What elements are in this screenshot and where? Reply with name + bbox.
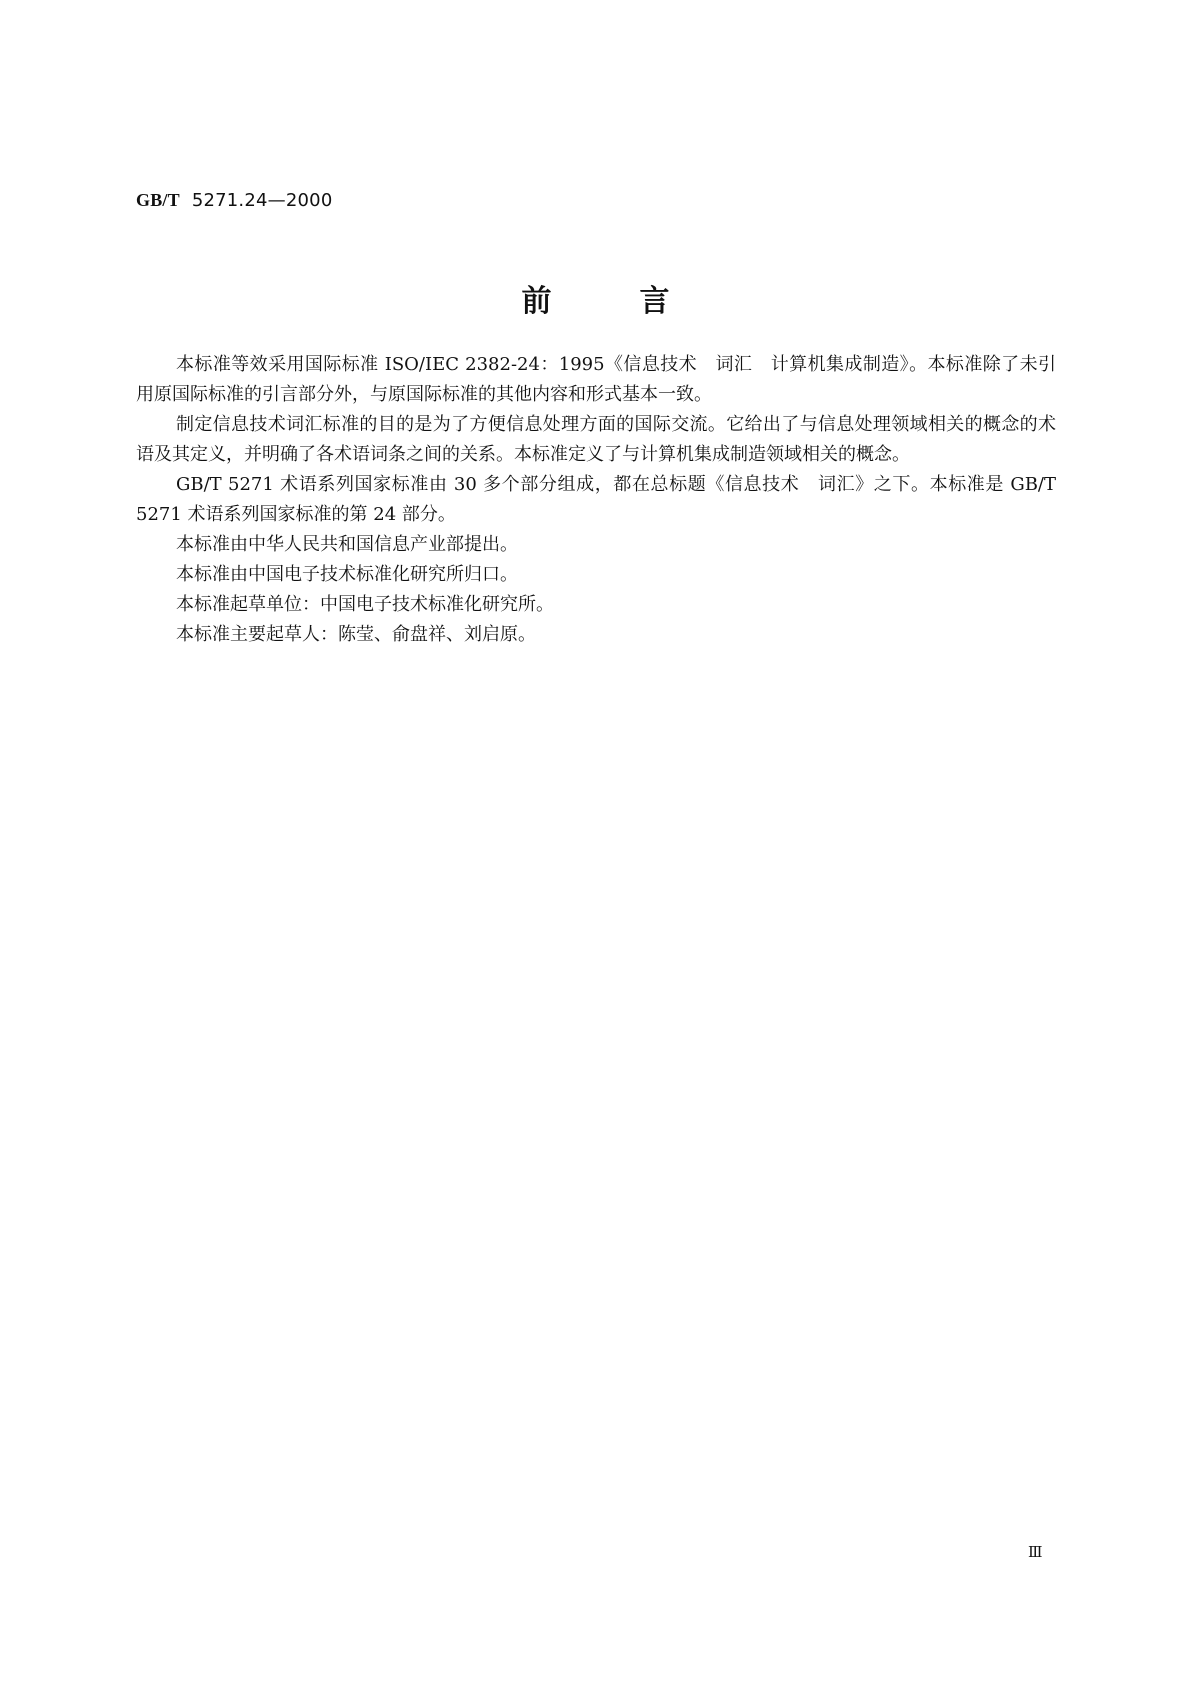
page-title: 前言 (521, 284, 758, 319)
standard-code (136, 190, 332, 211)
paragraph-drafting-unit: 本标准起草单位：中国电子技术标准化研究所。 (176, 594, 554, 615)
paragraph-purpose: 制定信息技术词汇标准的目的是为了方便信息处理方面的国际交流。它给出了与信息处理领域相关的概念的术语及其定义，并明确了各术语词条之间的关系。本标准定义了与计算机集成制造领域相关的概念。 (136, 414, 1056, 465)
foreword-body (136, 350, 1056, 650)
paragraph-administrator: 本标准由中国电子技术标准化研究所归口。 (176, 564, 518, 585)
page-number: Ⅲ (1028, 1543, 1043, 1561)
standard-code-prefix: GB/T (136, 190, 180, 210)
paragraph-series: GB/T 5271 术语系列国家标准由 30 多个部分组成，都在总标题《信息技术 词汇》之下。本标准是 GB/T 5271 术语系列国家标准的第 24 部分。 (136, 474, 1056, 525)
standard-code-number: 5271.24—2000 (191, 190, 333, 211)
paragraph-adoption: 本标准等效采用国际标准 ISO/IEC 2382-24：1995《信息技术 词汇 计算机集成制造》。本标准除了未引用原国际标准的引言部分外，与原国际标准的其他内容和形式基本一致。 (136, 354, 1056, 405)
paragraph-proposer: 本标准由中华人民共和国信息产业部提出。 (176, 534, 518, 555)
paragraph-drafters: 本标准主要起草人：陈莹、俞盘祥、刘启原。 (176, 624, 536, 645)
